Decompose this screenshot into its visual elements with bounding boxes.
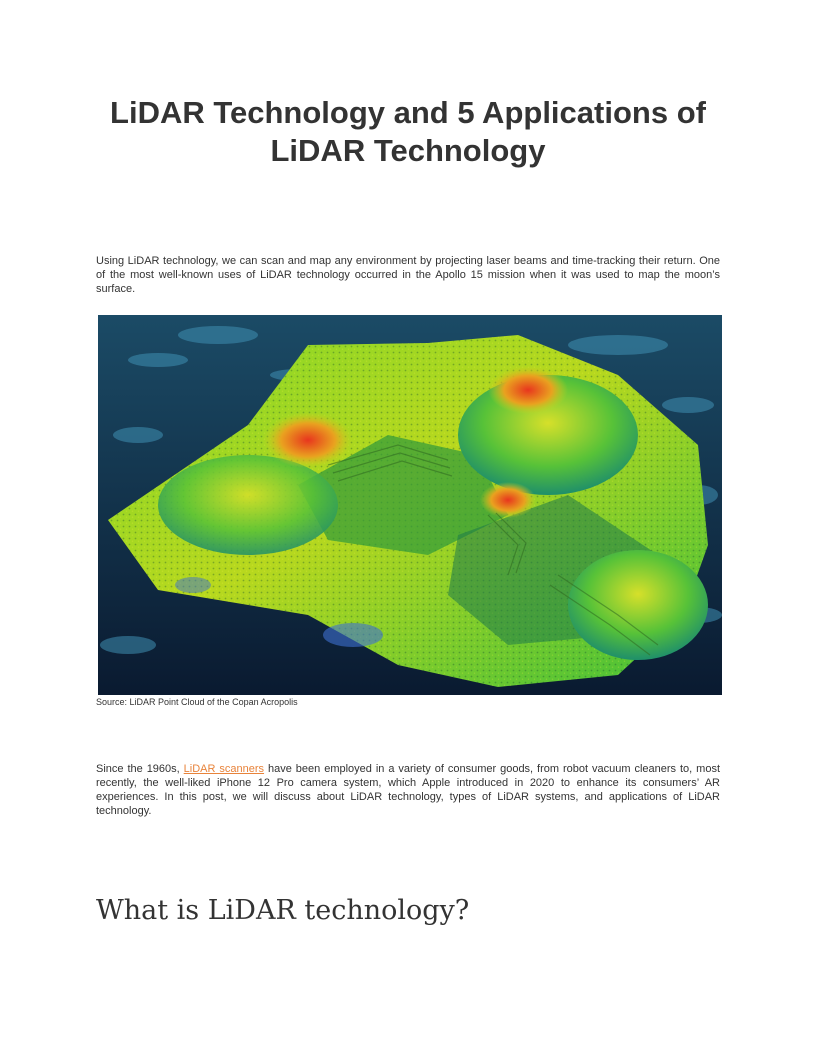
page-title: LiDAR Technology and 5 Applications of LiDAR Technology (110, 95, 706, 168)
section-heading: What is LiDAR technology? (96, 895, 470, 926)
body-text-before-link: Since the 1960s, (96, 763, 184, 775)
figure-caption: Source: LiDAR Point Cloud of the Copan Acropolis (96, 697, 298, 707)
body-paragraph (96, 762, 720, 818)
lidar-point-cloud-image (98, 315, 722, 695)
body-text-after-link: have been employed in a variety of consumer goods, from robot vacuum cleaners to, most recently, the well-liked iPhone 12 Pro camera system, which Apple introduced in 2020 to enhance its consumers’ AR experiences. In this post, we will discuss about LiDAR technology, types of LiDAR systems, and applications of LiDAR technology. (96, 763, 721, 817)
intro-paragraph: Using LiDAR technology, we can scan and map any environment by projecting laser beams and time-tracking their return. One of the most well-known uses of LiDAR technology occurred in the Apollo 15 mission when it was used to map the moon’s surface. (96, 255, 720, 295)
lidar-scanners-link[interactable]: LiDAR scanners (183, 763, 265, 775)
